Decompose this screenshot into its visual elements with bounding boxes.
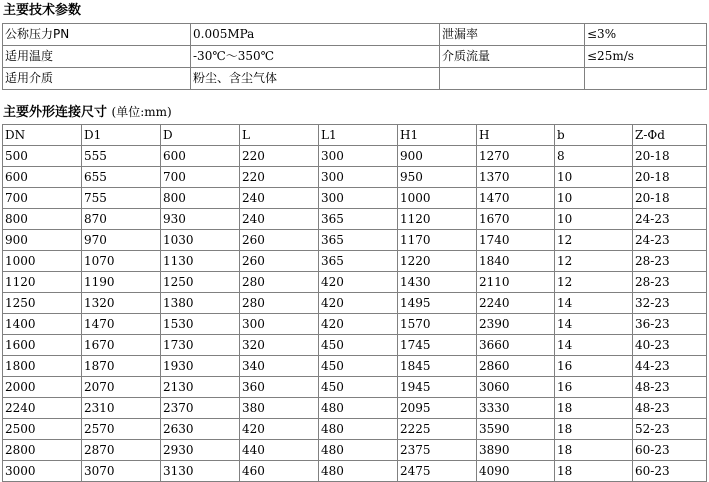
table-cell: 2000 (3, 377, 82, 398)
table-cell: 14 (555, 314, 633, 335)
table-row (3, 293, 707, 314)
table-cell: 900 (3, 230, 82, 251)
table-cell: 1400 (3, 314, 82, 335)
table-cell: 1000 (3, 251, 82, 272)
spec-row (3, 68, 707, 90)
table-cell: 20-18 (633, 188, 707, 209)
table-cell: 450 (319, 335, 398, 356)
table-cell: 3590 (477, 419, 555, 440)
table-cell: 2095 (398, 398, 477, 419)
table-cell: 10 (555, 167, 633, 188)
table-cell: 2870 (82, 440, 161, 461)
table-cell: 40-23 (633, 335, 707, 356)
table-cell: 2110 (477, 272, 555, 293)
table-cell: 1430 (398, 272, 477, 293)
table-cell: 280 (240, 293, 319, 314)
table-row (3, 314, 707, 335)
table-row (3, 419, 707, 440)
column-header: D1 (82, 125, 161, 146)
table-cell: 2070 (82, 377, 161, 398)
column-header: H (477, 125, 555, 146)
table-cell: 3330 (477, 398, 555, 419)
table-cell: 1470 (477, 188, 555, 209)
table-cell: 16 (555, 356, 633, 377)
column-header: L1 (319, 125, 398, 146)
table-cell: 2800 (3, 440, 82, 461)
table-cell: 340 (240, 356, 319, 377)
table-cell: 1870 (82, 356, 161, 377)
dimensions-table (2, 124, 707, 482)
table-cell: 2475 (398, 461, 477, 482)
table-cell: 48-23 (633, 398, 707, 419)
table-cell: 2500 (3, 419, 82, 440)
table-cell: 1220 (398, 251, 477, 272)
spec-label-cell (440, 68, 585, 90)
table-cell: 220 (240, 146, 319, 167)
table-cell: 2130 (161, 377, 240, 398)
dimensions-unit: (单位:mm) (111, 105, 172, 119)
table-cell: 420 (319, 314, 398, 335)
table-cell: 12 (555, 272, 633, 293)
table-cell: 8 (555, 146, 633, 167)
table-cell: 2630 (161, 419, 240, 440)
spec-value-cell: -30℃～350℃ (191, 46, 440, 68)
table-cell: 280 (240, 272, 319, 293)
table-cell: 420 (240, 419, 319, 440)
spec-label-cell: 适用温度 (3, 46, 191, 68)
spec-heading: 主要技术参数 (3, 3, 82, 18)
table-cell: 1930 (161, 356, 240, 377)
table-cell: 36-23 (633, 314, 707, 335)
table-cell: 870 (82, 209, 161, 230)
table-cell: 240 (240, 188, 319, 209)
dimensions-table-header (3, 125, 707, 146)
spec-value-cell: ≤25m/s (585, 46, 707, 68)
table-cell: 970 (82, 230, 161, 251)
column-header: Z-Φd (633, 125, 707, 146)
table-cell: 1470 (82, 314, 161, 335)
spec-label-cell: 公称压力PN (3, 24, 191, 46)
table-cell: 365 (319, 230, 398, 251)
table-cell: 1250 (161, 272, 240, 293)
table-cell: 700 (161, 167, 240, 188)
table-cell: 44-23 (633, 356, 707, 377)
table-cell: 700 (3, 188, 82, 209)
table-cell: 1120 (3, 272, 82, 293)
table-cell: 300 (319, 146, 398, 167)
table-cell: 16 (555, 377, 633, 398)
table-cell: 18 (555, 461, 633, 482)
table-cell: 1945 (398, 377, 477, 398)
table-cell: 360 (240, 377, 319, 398)
table-cell: 260 (240, 251, 319, 272)
table-cell: 440 (240, 440, 319, 461)
table-cell: 1030 (161, 230, 240, 251)
table-cell: 800 (161, 188, 240, 209)
spec-value-cell: 粉尘、含尘气体 (191, 68, 440, 90)
table-cell: 420 (319, 293, 398, 314)
table-cell: 1320 (82, 293, 161, 314)
dimensions-title: 主要外形连接尺寸 (3, 105, 108, 120)
table-cell: 800 (3, 209, 82, 230)
spec-value-cell (585, 68, 707, 90)
table-row (3, 167, 707, 188)
table-cell: 20-18 (633, 146, 707, 167)
table-cell: 930 (161, 209, 240, 230)
table-cell: 3000 (3, 461, 82, 482)
spec-row (3, 24, 707, 46)
table-cell: 2370 (161, 398, 240, 419)
table-cell: 28-23 (633, 272, 707, 293)
table-row (3, 398, 707, 419)
table-cell: 2375 (398, 440, 477, 461)
table-cell: 18 (555, 419, 633, 440)
table-cell: 1120 (398, 209, 477, 230)
table-cell: 1670 (82, 335, 161, 356)
spec-table (2, 23, 707, 90)
table-row (3, 440, 707, 461)
table-cell: 1250 (3, 293, 82, 314)
table-cell: 420 (319, 272, 398, 293)
table-cell: 1845 (398, 356, 477, 377)
dimensions-table-body (3, 146, 707, 482)
table-cell: 1840 (477, 251, 555, 272)
table-cell: 380 (240, 398, 319, 419)
spec-label-cell: 适用介质 (3, 68, 191, 90)
table-row (3, 272, 707, 293)
column-header: D (161, 125, 240, 146)
table-cell: 300 (240, 314, 319, 335)
table-cell: 460 (240, 461, 319, 482)
column-header: b (555, 125, 633, 146)
table-row (3, 251, 707, 272)
spec-value-cell: 0.005MPa (191, 24, 440, 46)
table-cell: 600 (3, 167, 82, 188)
column-header: DN (3, 125, 82, 146)
table-cell: 48-23 (633, 377, 707, 398)
table-cell: 18 (555, 440, 633, 461)
table-cell: 600 (161, 146, 240, 167)
table-cell: 300 (319, 167, 398, 188)
table-cell: 365 (319, 251, 398, 272)
table-cell: 12 (555, 230, 633, 251)
table-cell: 1740 (477, 230, 555, 251)
table-cell: 900 (398, 146, 477, 167)
table-cell: 3890 (477, 440, 555, 461)
table-cell: 220 (240, 167, 319, 188)
table-cell: 4090 (477, 461, 555, 482)
table-cell: 3070 (82, 461, 161, 482)
table-cell: 24-23 (633, 230, 707, 251)
table-cell: 2240 (477, 293, 555, 314)
table-cell: 18 (555, 398, 633, 419)
table-row (3, 188, 707, 209)
table-cell: 2240 (3, 398, 82, 419)
table-cell: 450 (319, 377, 398, 398)
table-cell: 300 (319, 188, 398, 209)
table-row (3, 209, 707, 230)
table-row (3, 146, 707, 167)
table-cell: 10 (555, 188, 633, 209)
table-row (3, 356, 707, 377)
table-cell: 1380 (161, 293, 240, 314)
table-cell: 240 (240, 209, 319, 230)
table-cell: 1130 (161, 251, 240, 272)
table-cell: 12 (555, 251, 633, 272)
table-cell: 1800 (3, 356, 82, 377)
table-cell: 60-23 (633, 440, 707, 461)
spec-label-cell: 介质流量 (440, 46, 585, 68)
table-cell: 1745 (398, 335, 477, 356)
table-cell: 1495 (398, 293, 477, 314)
table-cell: 3060 (477, 377, 555, 398)
table-cell: 2930 (161, 440, 240, 461)
column-header: H1 (398, 125, 477, 146)
table-cell: 320 (240, 335, 319, 356)
spec-row (3, 46, 707, 68)
table-cell: 24-23 (633, 209, 707, 230)
table-cell: 480 (319, 461, 398, 482)
table-cell: 2570 (82, 419, 161, 440)
table-cell: 2860 (477, 356, 555, 377)
table-cell: 1190 (82, 272, 161, 293)
dimensions-heading (3, 104, 172, 121)
table-cell: 1170 (398, 230, 477, 251)
table-cell: 14 (555, 335, 633, 356)
table-cell: 480 (319, 398, 398, 419)
table-cell: 1070 (82, 251, 161, 272)
table-cell: 1570 (398, 314, 477, 335)
table-cell: 1000 (398, 188, 477, 209)
table-cell: 28-23 (633, 251, 707, 272)
table-cell: 450 (319, 356, 398, 377)
table-cell: 20-18 (633, 167, 707, 188)
table-cell: 32-23 (633, 293, 707, 314)
table-cell: 1530 (161, 314, 240, 335)
column-header: L (240, 125, 319, 146)
table-cell: 480 (319, 440, 398, 461)
table-cell: 10 (555, 209, 633, 230)
table-cell: 60-23 (633, 461, 707, 482)
table-cell: 260 (240, 230, 319, 251)
table-cell: 480 (319, 419, 398, 440)
table-cell: 52-23 (633, 419, 707, 440)
table-cell: 1370 (477, 167, 555, 188)
spec-value-cell: ≤3% (585, 24, 707, 46)
table-cell: 1600 (3, 335, 82, 356)
table-cell: 3660 (477, 335, 555, 356)
table-cell: 14 (555, 293, 633, 314)
table-cell: 755 (82, 188, 161, 209)
table-cell: 2390 (477, 314, 555, 335)
table-cell: 555 (82, 146, 161, 167)
spec-table-body (3, 24, 707, 90)
table-cell: 365 (319, 209, 398, 230)
table-cell: 500 (3, 146, 82, 167)
table-cell: 1730 (161, 335, 240, 356)
table-row (3, 377, 707, 398)
spec-label-cell: 泄漏率 (440, 24, 585, 46)
table-cell: 2225 (398, 419, 477, 440)
table-cell: 1270 (477, 146, 555, 167)
table-cell: 1670 (477, 209, 555, 230)
table-cell: 950 (398, 167, 477, 188)
table-row (3, 335, 707, 356)
table-cell: 2310 (82, 398, 161, 419)
table-header-row (3, 125, 707, 146)
table-row (3, 230, 707, 251)
table-cell: 3130 (161, 461, 240, 482)
table-cell: 655 (82, 167, 161, 188)
table-row (3, 461, 707, 482)
